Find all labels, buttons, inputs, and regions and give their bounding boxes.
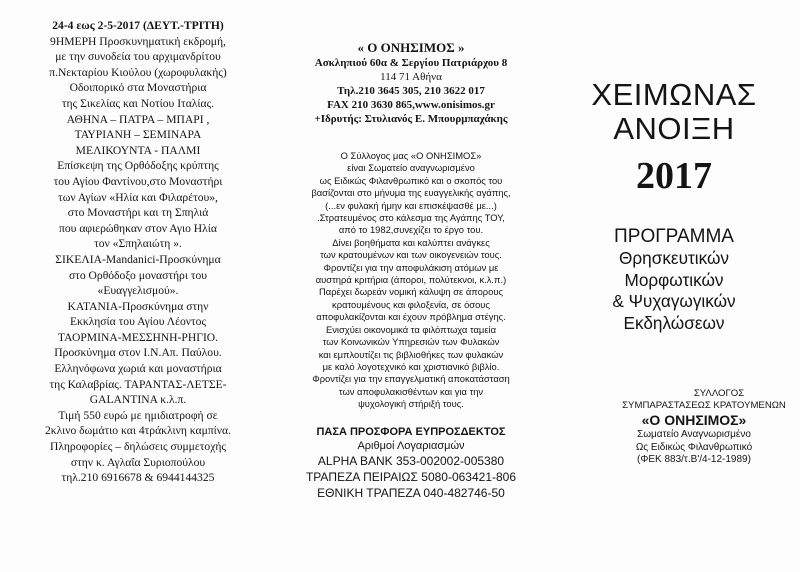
account-line: ALPHA BANK 353-002002-005380 [317, 453, 505, 468]
trip-line: τον «Σπηλαιώτη ». [94, 237, 182, 251]
trip-line: των Αγίων «Ηλία και Φιλαρέτου», [58, 190, 218, 204]
trip-line: που αφιερώθηκαν στον Αγιο Ηλία [59, 221, 217, 235]
trip-line: στο Ορθόδοξο μοναστήρι του [68, 268, 208, 282]
about-line: Ο Σύλλογος μας «Ο ΟΝΗΣΙΜΟΣ» [340, 150, 482, 161]
trip-line: ΜΕΛΙΚΟΥΝΤΑ - ΠΑΛΜΙ [75, 143, 201, 157]
event-types [552, 248, 796, 334]
year-title: 2017 [636, 155, 712, 197]
association-signature [552, 388, 796, 467]
trip-line: της Καλαβρίας. ΤΑΡΑΝΤΑΣ-ΛΕΤΣΕ- [49, 377, 227, 391]
season-title: ΧΕΙΜΩΝΑΣ [591, 77, 757, 112]
about-line: Παρέχει δωρεάν νομική κάλυψη σε άπορους [319, 286, 503, 298]
about-line: (...εν φυλακή ήμην και επισκέψασθέ με...) [325, 199, 497, 211]
donations-block [286, 425, 536, 501]
cover-column [548, 0, 800, 572]
assoc-label: ΣΥΛΛΟΓΟΣ [693, 388, 745, 399]
program-title: ΠΡΟΓΡΑΜΜΑ [614, 226, 734, 247]
trip-line: π.Νεκταρίου Κιούλου (χωροφυλακής) [49, 65, 227, 79]
trip-line: Ελληνόφωνα χωριά και μοναστήρια [54, 362, 222, 376]
about-line: .Στρατευμένος στο κάλεσμα της Αγάπης ΤΟΥ, [317, 212, 505, 224]
event-type-line: Εκδηλώσεων [623, 312, 725, 333]
trip-line: ΚΑΤΑΝΙΑ-Προσκύνημα στην [67, 299, 209, 313]
trip-line: τηλ.210 6916678 & 6944144325 [61, 471, 215, 485]
about-line: κρατουμένους και φιλοξενία, σε όσους [332, 298, 490, 310]
association-column [282, 0, 540, 572]
event-type-line: Θρησκευτικών [619, 248, 729, 268]
trip-line: ΣΙΚΕΛΙΑ-Mandanici-Προσκύνημα [55, 252, 221, 266]
about-line: των Κοινωνικών Υπηρεσιών των Φυλακών [322, 336, 500, 348]
donations-title: ΠΑΣΑ ΠΡΟΣΦΟΡΑ ΕΥΠΡΟΣΔΕΚΤΟΣ [316, 425, 506, 438]
trip-line: Τιμή 550 ευρώ με ημιδιατροφή σε [58, 408, 218, 422]
trip-line: ΤΑΥΡΙΑΝΗ – ΣΕΜΙΝΑΡΑ [74, 128, 202, 142]
about-line: και εμπλουτίζει τις βιβλιοθήκες των φυλακών [318, 348, 504, 360]
trip-line: 24-4 εως 2-5-2017 (ΔΕΥΤ.-ΤΡΙΤΗ) [52, 19, 224, 32]
accounts-label: Αριθμοί Λογαριασμών [357, 439, 465, 452]
trip-line: GALANTINA κ.λ.π. [89, 393, 187, 407]
about-line: με καλό λογοτεχνικό και χριστιανικό βιβλίο. [322, 360, 500, 372]
trip-line: ΤΑΟΡΜΙΝΑ-ΜΕΣΣΗΝΗ-ΡΗΓΙΟ. [57, 330, 219, 344]
trip-line: Οδοιπορικό στα Μοναστήρια [69, 81, 207, 95]
trip-line: ΑΘΗΝΑ – ΠΑΤΡΑ – ΜΠΑΡΙ , [66, 112, 210, 126]
about-line: αυστηρά κριτήρια (άποροι, πολύτεκνοι, κ.λ.π.) [315, 274, 507, 286]
about-line: των κρατουμένων και των οικογενειών τους. [320, 249, 502, 261]
trip-line: στο Μοναστήρι και τη Σπηλιά [67, 206, 209, 220]
about-line: από το 1982,συνεχίζει το έργο του. [338, 224, 484, 236]
assoc-fullname: ΣΥΜΠΑΡΑΣΤΑΣΕΩΣ ΚΡΑΤΟΥΜΕΝΩΝ [622, 399, 786, 411]
about-line: Φροντίζει για την αποφυλάκιση ατόμων με [323, 261, 499, 273]
assoc-detail-line: Ως Ειδικώς Φιλανθρωπικό [635, 441, 753, 453]
trip-line: Πληροφορίες – δηλώσεις συμμετοχής [49, 440, 227, 454]
address-line: Τηλ.210 3645 305, 210 3622 017 [337, 85, 485, 97]
event-type-line: & Ψυχαγωγικών [612, 291, 736, 311]
address-line: 114 71 Αθήνα [380, 71, 442, 83]
trip-line: Προσκύνημα στον Ι.Ν.Απ. Παύλου. [54, 346, 222, 360]
trip-line: με την συνοδεία του αρχιμανδρίτου [55, 50, 221, 64]
trip-line: της Σικελίας και Νοτίου Ιταλίας. [61, 96, 215, 110]
address-line: Ασκληπιού 60α & Σεργίου Πατριάρχου 8 [314, 57, 508, 69]
trip-line: 2κλινο δωμάτιο και 4τράκλινη καμπίνα. [44, 424, 232, 438]
trip-column [0, 0, 270, 572]
trip-line: «Ευαγγελισμού». [97, 284, 179, 298]
about-text [286, 150, 536, 411]
trip-line: του Αγίου Φαντίνου,στο Μοναστήρι [53, 174, 223, 188]
about-line: ως Ειδικώς Φιλανθρωπικό και ο σκοπός του [319, 174, 503, 186]
assoc-details [552, 429, 796, 467]
address-block [286, 56, 536, 126]
trip-line: 9ΗΜΕΡΗ Προσκυνηματική εκδρομή, [50, 34, 226, 48]
assoc-name: «Ο ΟΝΗΣΙΜΟΣ» [641, 412, 747, 429]
org-name: « Ο ΟΝΗΣΙΜΟΣ » [357, 40, 465, 55]
season-title-2: ΑΝΟΙΞΗ [613, 111, 735, 146]
trip-line: στην κ. Αγλαΐα Συριοπούλου [70, 455, 206, 469]
about-line: Ενισχύει οικονομικά τα φιλόπτωχα ταμεία [325, 323, 497, 335]
about-line: είναι Σωματείο αναγνωρισμένο [347, 162, 475, 174]
assoc-detail-line: Σωματείο Αναγνωρισμένο [637, 429, 751, 441]
address-line: FAX 210 3630 865,www.onisimos.gr [327, 99, 495, 111]
about-line: των αποφυλακισθέντων και για την [338, 385, 484, 397]
assoc-detail-line: (ΦΕΚ 883/τ.Β'/4-12-1989) [637, 454, 751, 466]
account-line: ΤΡΑΠΕΖΑ ΠΕΙΡΑΙΩΣ 5080-063421-806 [305, 469, 517, 484]
about-line: ψυχολογική στήριξή τους. [358, 398, 464, 410]
about-line: Φροντίζει για την επαγγελματική αποκατάσταση [312, 373, 510, 385]
account-line: ΕΘΝΙΚΗ ΤΡΑΠΕΖΑ 040-482746-50 [317, 485, 505, 500]
address-line: +Ιδρυτής: Στυλιανός Ε. Μπουρμπαχάκης [314, 113, 508, 125]
about-line: βασίζονται στο μήνυμα της ευαγγελικής αγάπης, [311, 187, 511, 199]
bank-accounts [286, 453, 536, 501]
event-type-line: Μορφωτικών [624, 269, 724, 290]
trip-line: Εκκλησία του Αγίου Λέοντος [69, 315, 207, 329]
about-line: αποφυλακίζονται και έχουν πρόβλημα στέγης. [316, 311, 506, 323]
trip-line: Επίσκεψη της Ορθόδοξης κρύπτης [57, 159, 219, 173]
about-line: Δίνει βοηθήματα και καλύπτει ανάγκες [332, 236, 490, 248]
